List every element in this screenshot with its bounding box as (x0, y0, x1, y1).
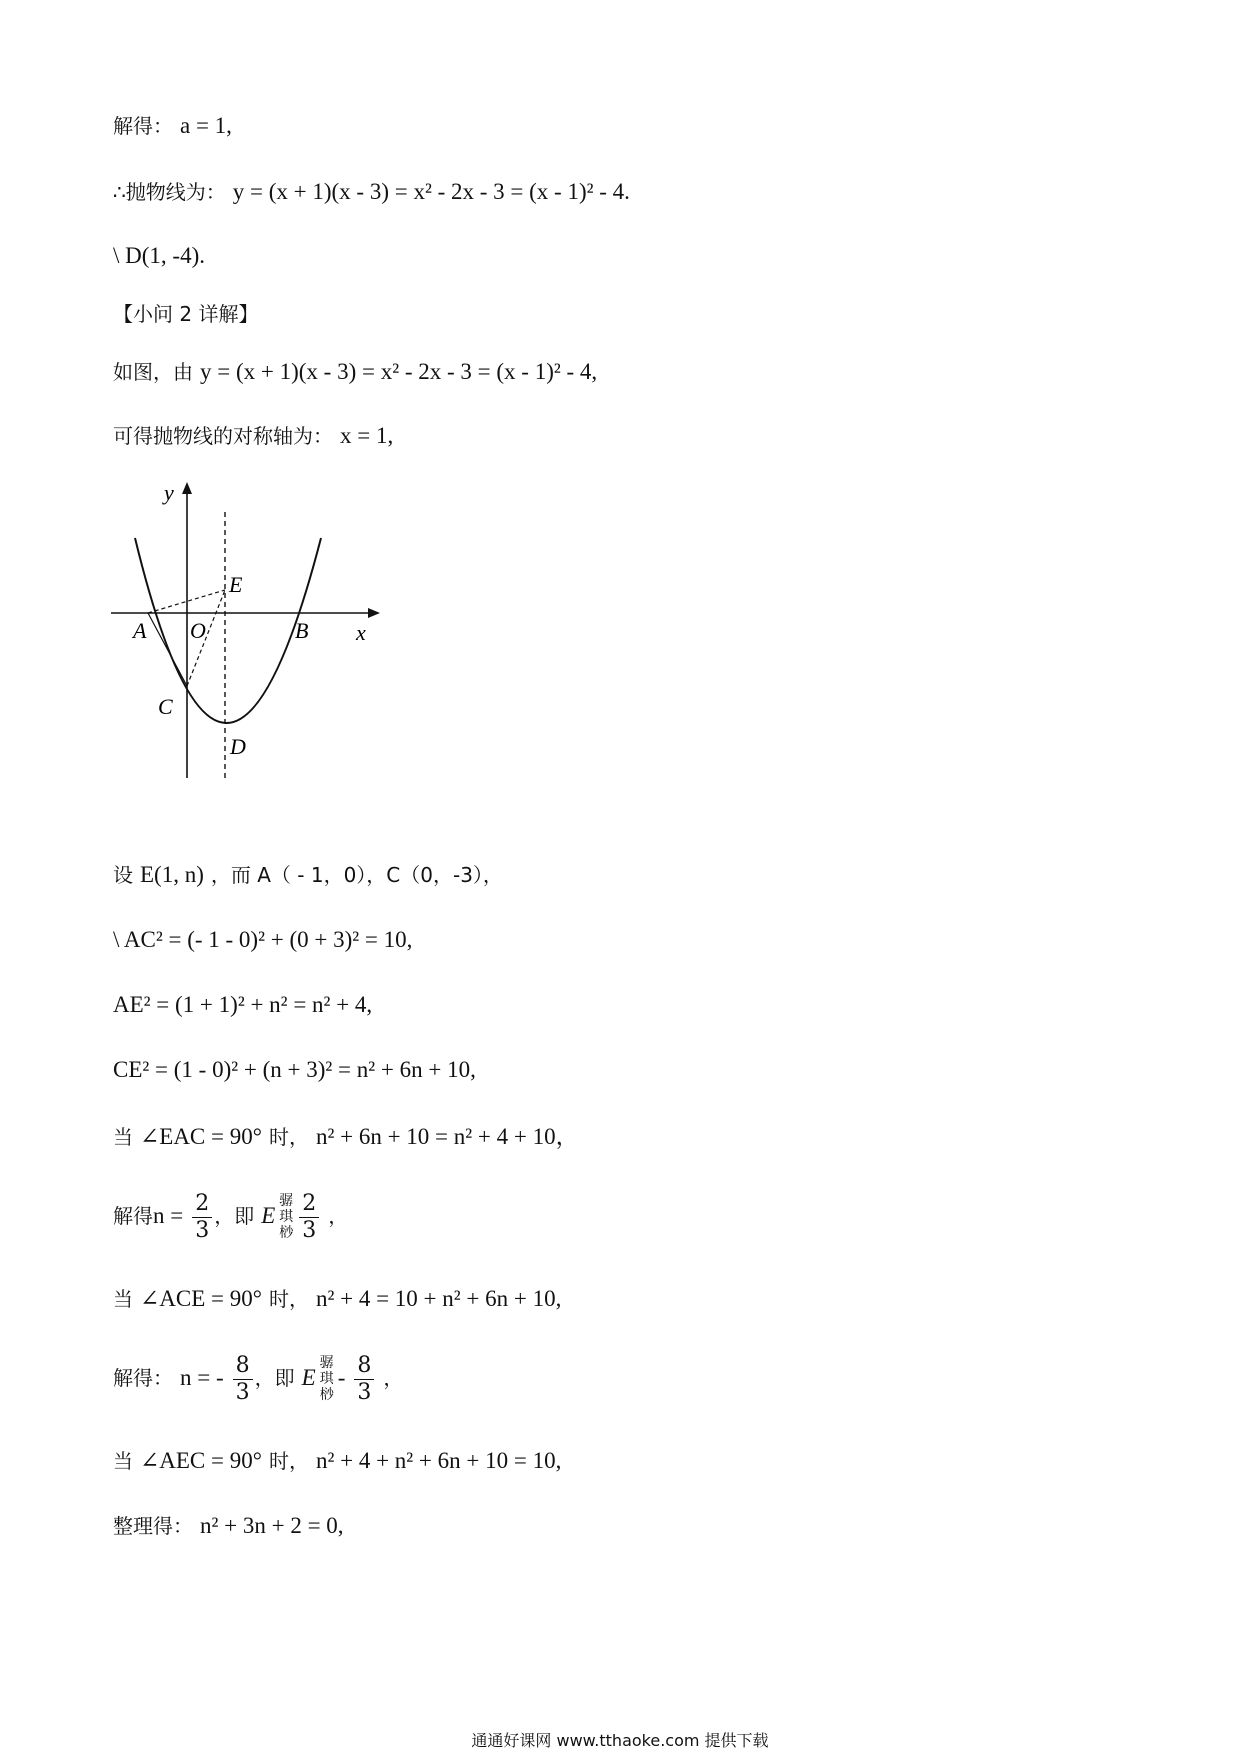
equation: CE² = (1 - 0)² + (n + 3)² = n² + 6n + 10, (113, 1057, 476, 1082)
point-b-label: B (295, 618, 309, 643)
equation: n² + 4 + n² + 6n + 10 = 10, (315, 1448, 562, 1473)
label: 可得抛物线的对称轴为： (113, 424, 333, 448)
denominator: 3 (235, 1379, 250, 1405)
fraction-eight-thirds (233, 1353, 253, 1406)
fraction-eight-thirds-2 (354, 1353, 374, 1406)
denominator: 3 (302, 1217, 317, 1243)
line-solve-eac (113, 1186, 348, 1247)
label: 整理得： (113, 1514, 193, 1538)
ie: ，即 (254, 1366, 295, 1390)
x-label: x (356, 620, 366, 645)
equation: n² + 3n + 2 = 0, (200, 1513, 344, 1538)
point-e-italic: E (301, 1365, 316, 1390)
angle: ∠AEC = 90° (140, 1448, 262, 1473)
line-case-aec (113, 1446, 561, 1477)
fraction-two-thirds (192, 1191, 212, 1244)
label: 当 (113, 1125, 133, 1149)
point-d-label: D (230, 734, 246, 759)
point-e-label: E (229, 572, 243, 597)
when: 时， (268, 1287, 309, 1311)
n-equals: n = (153, 1203, 184, 1228)
x-axis-arrow (368, 608, 380, 618)
when: 时， (268, 1125, 309, 1149)
line-solve-a (113, 111, 232, 142)
parabola-figure (108, 478, 388, 788)
denominator: 3 (357, 1379, 372, 1405)
equation: y = (x + 1)(x - 3) = x² - 2x - 3 = (x - 1)² - 4, (200, 359, 598, 384)
y-label: y (164, 480, 174, 505)
label: 当 (113, 1287, 133, 1311)
angle: ∠ACE = 90° (140, 1286, 262, 1311)
label: 解得： (113, 1366, 173, 1390)
section-heading (113, 299, 258, 330)
label: 解得： (113, 114, 173, 138)
equation: y = (x + 1)(x - 3) = x² - 2x - 3 = (x - 1)² - 4. (232, 179, 630, 204)
line-ac-squared (113, 925, 412, 956)
origin-label: O (190, 618, 206, 643)
equation: n² + 6n + 10 = n² + 4 + 10， (315, 1124, 579, 1149)
ie: ，即 (214, 1204, 255, 1228)
label: 解得 (113, 1204, 153, 1228)
line-solve-ace (113, 1348, 403, 1409)
line-simplify (113, 1511, 344, 1542)
line-case-ace (113, 1284, 561, 1315)
n-equals: n = - (180, 1365, 224, 1390)
numerator: 2 (192, 1191, 212, 1218)
label: 当 (113, 1449, 133, 1473)
line-set-e (113, 860, 503, 891)
garbled-bracket: 骣 琪 桫 (279, 1193, 294, 1241)
point-e-italic: E (261, 1203, 276, 1228)
equation: \ AC² = (- 1 - 0)² + (0 + 3)² = 10, (113, 927, 413, 952)
line-case-eac (113, 1122, 579, 1153)
label: 设 (113, 863, 133, 887)
line-vertex-d (113, 241, 205, 272)
point-e: E(1, n) (140, 862, 204, 887)
y-axis-arrow (182, 482, 192, 494)
line-axis-of-symmetry (113, 421, 393, 452)
numerator: 2 (299, 1191, 319, 1218)
line-parabola (113, 177, 630, 208)
numerator: 8 (354, 1353, 374, 1380)
denominator: 3 (195, 1217, 210, 1243)
point-c-label: C (158, 694, 173, 719)
garbled-bracket: 骣 琪 桫 (319, 1355, 334, 1403)
page-footer: 通通好课网 www.tthaoke.com 提供下载 (471, 1731, 769, 1750)
points-a-c: ，而 A（ - 1，0），C（0，-3）， (210, 863, 503, 887)
line-ae-squared (113, 990, 372, 1021)
label: ∴抛物线为： (113, 180, 226, 204)
line-ce-squared (113, 1055, 476, 1086)
fraction-two-thirds-2 (299, 1191, 319, 1244)
equation: \ D(1, -4). (113, 243, 205, 268)
equation: x = 1, (340, 423, 394, 448)
comma: ， (328, 1204, 349, 1228)
heading-text: 【小问 2 详解】 (113, 302, 259, 326)
equation: n² + 4 = 10 + n² + 6n + 10, (315, 1286, 562, 1311)
point-a-label: A (133, 618, 147, 643)
equation: a = 1, (180, 113, 232, 138)
segment-ac (148, 613, 187, 686)
label: 如图，由 (113, 360, 193, 384)
numerator: 8 (233, 1353, 253, 1380)
comma: ， (383, 1366, 404, 1390)
line-from-figure (113, 357, 597, 388)
equation: AE² = (1 + 1)² + n² = n² + 4, (113, 992, 373, 1017)
minus: - (337, 1365, 346, 1390)
when: 时， (268, 1449, 309, 1473)
angle: ∠EAC = 90° (140, 1124, 262, 1149)
